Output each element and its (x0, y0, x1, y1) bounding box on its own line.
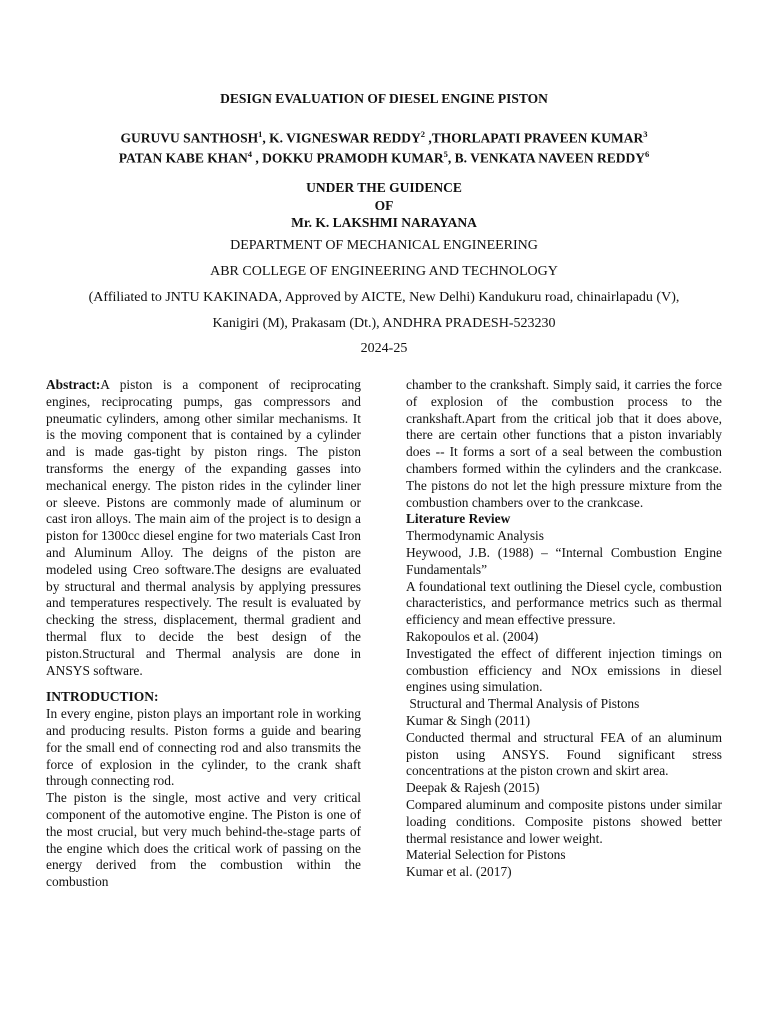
author-affiliation-mark: 5 (443, 149, 448, 159)
authors-line-2 (0, 149, 768, 167)
literature-reference: Kumar et al. (2017) (406, 864, 512, 880)
authors-line-1 (0, 129, 768, 147)
guide-name: Mr. K. LAKSHMI NARAYANA (291, 215, 477, 230)
introduction-paragraph-1: In every engine, piston plays an important role in working and producing results. Piston forms a guide and bearing for the small end of connecting rod and also transmits the force of explosion in the cylinder, to the crank shaft through connecting rod. (46, 706, 361, 789)
author-name: ,THORLAPATI PRAVEEN KUMAR (425, 130, 644, 146)
introduction-paragraph-2-continued: chamber to the crankshaft. Simply said, it carries the force of explosion of the combustion process to the crankshaft.Apart from the critical job that it does above, there are certain other functions that a piston invariably does -- It forms a sort of a seal between the combustion chambers formed within the cylinders and the crankcase. The pistons do not let the high pressure mixture from the combustion chambers over to the crankcase. (406, 377, 722, 510)
abstract-text: A piston is a component of reciprocating engines, reciprocating pumps, gas compressors and pneumatic cylinders, among other similar mechanisms. It is the moving component that is contained by a cylinder and is made gas-tight by piston rings. The piston transforms the energy of the expanding gasses into mechanical energy. The piston rides in the cylinder liner or sleeve. Pistons are commonly made of aluminum or cast iron alloys. The main aim of the project is to design a piston for 1300cc diesel engine for two materials Cast Iron and Aluminum Alloy. The deigns of the piston are modeled using Creo software.The designs are evaluated by structural and thermal analysis by applying pressures and temperatures respectively. The result is evaluated by checking the stress, displacement, thermal gradient and thermal flux to decide the best design of the piston.Structural and Thermal analysis are done in ANSYS software. (46, 377, 361, 678)
literature-review-heading: Literature Review (406, 511, 511, 527)
author-affiliation-mark: 1 (258, 129, 263, 139)
author-affiliation-mark: 4 (247, 149, 253, 159)
literature-subheading: Material Selection for Pistons (406, 847, 566, 863)
abstract (46, 377, 361, 679)
address-line-2: Kanigiri (M), Prakasam (Dt.), ANDHRA PRADESH-523230 (212, 316, 556, 331)
address-line-1: (Affiliated to JNTU KAKINADA, Approved by AICTE, New Delhi) Kandukuru road, chinairlapadu (V), (88, 290, 680, 305)
author-affiliation-mark: 2 (420, 129, 426, 139)
abstract-label: Abstract: (46, 377, 101, 392)
author-name: , B. VENKATA NAVEEN REDDY (447, 150, 645, 166)
literature-reference: Kumar & Singh (2011) (406, 712, 531, 728)
literature-reference: Deepak & Rajesh (2015) (406, 780, 540, 796)
literature-description: Conducted thermal and structural FEA of an aluminum piston using ANSYS. Found significant stress concentrations at the piston crown and skirt area. (406, 729, 722, 779)
left-column (46, 377, 361, 891)
author-affiliation-mark: 3 (643, 129, 648, 139)
author-affiliation-mark: 6 (644, 149, 650, 159)
literature-description: Compared aluminum and composite pistons under similar loading conditions. Composite pistons showed better thermal resistance and lower weight. (406, 796, 722, 846)
introduction-paragraph-2: The piston is the single, most active and very critical component of the automotive engine. The Piston is one of the most crucial, but very much behind-the-stage parts of the engine which does the critical work of passing on the energy derived from the combustion within the combustion (46, 790, 361, 890)
department: DEPARTMENT OF MECHANICAL ENGINEERING (230, 238, 538, 253)
guidance-line: UNDER THE GUIDENCE (306, 180, 462, 195)
literature-subheading: Structural and Thermal Analysis of Pistons (406, 696, 640, 712)
literature-reference: Rakopoulos et al. (2004) (406, 628, 539, 644)
literature-description: Investigated the effect of different injection timings on combustion efficiency and NOx emissions in diesel engines using simulation. (406, 645, 722, 695)
author-name: PATAN KABE KHAN (118, 150, 248, 166)
author-name: , K. VIGNESWAR REDDY (262, 130, 421, 146)
author-name: GURUVU SANTHOSH (120, 130, 259, 146)
paper-title: DESIGN EVALUATION OF DIESEL ENGINE PISTON (220, 91, 548, 106)
guidance-of: OF (374, 198, 394, 213)
literature-subheading: Thermodynamic Analysis (406, 528, 544, 544)
introduction-heading: INTRODUCTION: (46, 689, 159, 705)
author-name: , DOKKU PRAMODH KUMAR (252, 150, 444, 166)
literature-description: A foundational text outlining the Diesel cycle, combustion characteristics, and performance metrics such as thermal efficiency and mean effective pressure. (406, 578, 722, 628)
literature-reference: Heywood, J.B. (1988) – “Internal Combustion Engine Fundamentals” (406, 544, 722, 577)
college: ABR COLLEGE OF ENGINEERING AND TECHNOLOGY (210, 264, 558, 279)
right-column (406, 377, 722, 881)
academic-year: 2024-25 (360, 341, 408, 356)
